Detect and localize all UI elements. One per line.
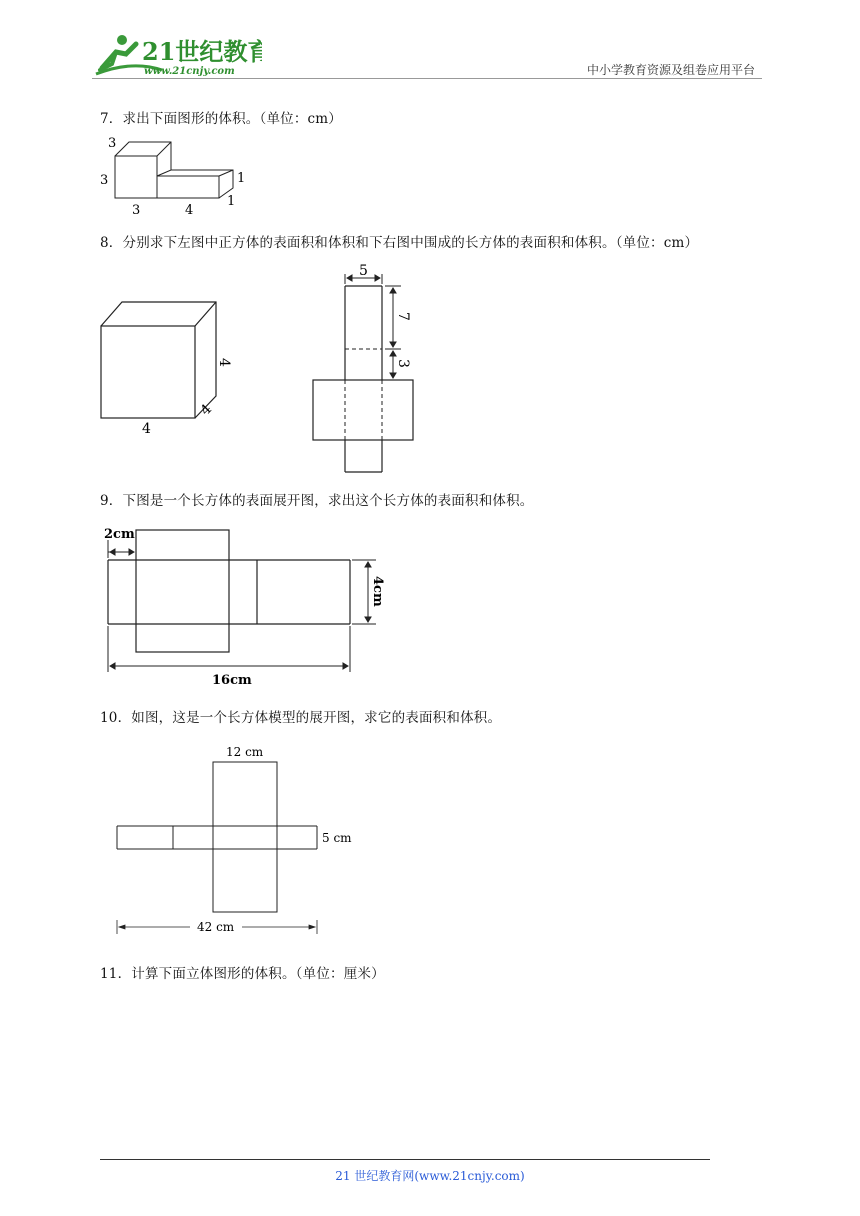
q10-label-5cm: 5 cm	[322, 831, 352, 845]
q8-net-label-width: 5	[359, 263, 368, 279]
q9-label-16cm: 16cm	[212, 673, 252, 688]
question-7-text: 7．求出下面图形的体积。（单位：cm）	[100, 111, 343, 127]
q7-label-top: 3	[108, 136, 117, 151]
question-8-cube-figure	[96, 292, 246, 442]
q10-label-12cm: 12 cm	[226, 745, 264, 759]
question-8-net-figure	[305, 260, 445, 476]
q9-label-2cm: 2cm	[104, 527, 135, 542]
q9-label-4cm: 4cm	[370, 576, 385, 607]
question-9-figure	[100, 522, 390, 690]
logo-main-text: 21世纪教育	[142, 37, 262, 66]
q7-label-bottom-1: 3	[132, 203, 141, 218]
runner-logo-icon	[92, 30, 262, 78]
header-divider	[92, 78, 762, 79]
q8-net-label-height: 3	[395, 359, 411, 368]
platform-name: 中小学教育资源及组卷应用平台	[586, 63, 755, 77]
q7-label-bottom-2: 4	[185, 203, 194, 218]
question-10-text: 10．如图，这是一个长方体模型的展开图，求它的表面积和体积。	[100, 710, 502, 726]
q10-label-42cm: 42 cm	[197, 920, 235, 934]
question-8-text: 8．分别求下左图中正方体的表面积和体积和下右图中围成的长方体的表面积和体积。（单位：cm）	[100, 235, 699, 251]
q8-net-label-length: 7	[395, 312, 411, 321]
footer-divider	[100, 1159, 710, 1160]
question-9-text: 9．下图是一个长方体的表面展开图，求出这个长方体的表面积和体积。	[100, 493, 534, 509]
logo-url-text: www.21cnjy.com	[144, 66, 235, 77]
question-10-figure	[110, 740, 370, 940]
q7-label-right-1: 1	[237, 171, 246, 186]
question-11-text: 11．计算下面立体图形的体积。（单位：厘米）	[100, 966, 385, 982]
site-logo	[92, 30, 262, 78]
question-7-figure	[96, 132, 266, 218]
q7-label-right-2: 1	[227, 194, 236, 209]
q8-cube-label-depth: 4	[197, 401, 216, 419]
q7-label-left: 3	[100, 173, 109, 188]
footer-link[interactable]: 21 世纪教育网(www.21cnjy.com)	[335, 1169, 525, 1183]
q8-cube-label-right: 4	[216, 358, 232, 367]
q8-cube-label-bottom: 4	[142, 421, 151, 437]
